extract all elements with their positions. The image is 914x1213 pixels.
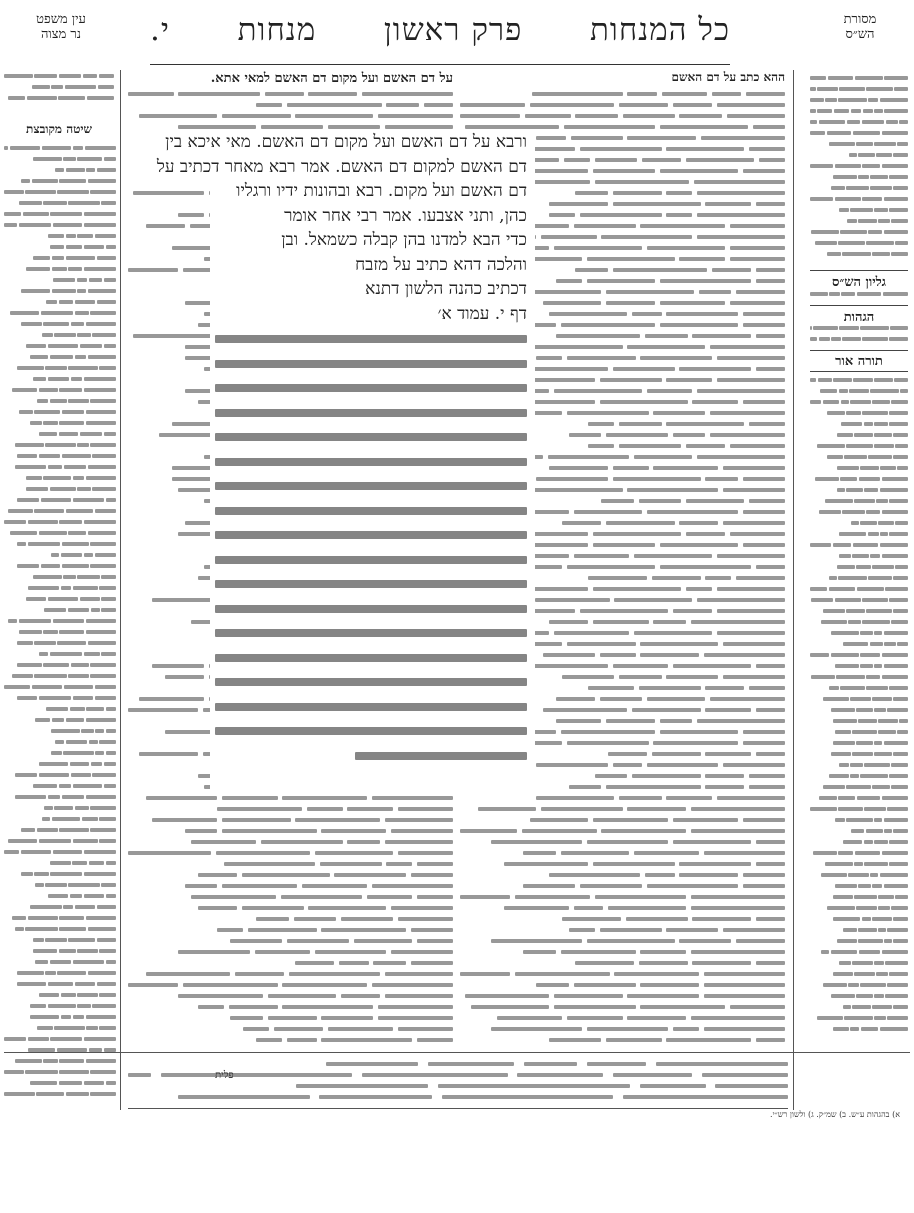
text-line [128, 1058, 788, 1069]
text-line [810, 116, 908, 127]
text-line [460, 1012, 785, 1023]
text-line [460, 979, 785, 990]
footer-rule [4, 1052, 910, 1053]
text-line [4, 230, 116, 241]
text-line [460, 1023, 785, 1034]
text-line [810, 83, 908, 94]
text-line [4, 1066, 116, 1077]
text-line [810, 990, 908, 1001]
text-line [4, 527, 116, 538]
text-line [810, 572, 908, 583]
text-line [128, 946, 453, 957]
hagahot-text [810, 322, 908, 346]
text-line [4, 978, 116, 989]
text-line [810, 94, 908, 105]
text-line [810, 594, 908, 605]
text-line [128, 88, 453, 99]
gemara-line [215, 620, 527, 645]
text-line [4, 802, 116, 813]
text-line [4, 1088, 116, 1099]
gemara-line [215, 449, 527, 474]
page-header [150, 8, 730, 66]
gemara-line [215, 547, 527, 572]
text-line [810, 407, 908, 418]
text-line [4, 967, 116, 978]
text-line [4, 835, 116, 846]
text-line [810, 418, 908, 429]
text-line [4, 549, 116, 560]
text-line [128, 891, 453, 902]
masoret-label: מסורת הש״ס [843, 12, 877, 42]
gemara-line [215, 718, 527, 743]
text-line [4, 70, 114, 81]
text-line [810, 333, 908, 344]
text-line [810, 825, 908, 836]
header-rule [150, 64, 730, 65]
text-line [810, 462, 908, 473]
gemara-line: ורבא על דם האשם ועל מקום דם האשם. מאי איכא בין [165, 132, 527, 152]
text-line [810, 396, 908, 407]
text-line [810, 847, 908, 858]
text-line [4, 395, 116, 406]
gemara-line [215, 645, 527, 670]
text-line [810, 322, 908, 333]
text-line [810, 902, 908, 913]
text-line [460, 902, 785, 913]
text-line [4, 241, 116, 252]
text-line [4, 1022, 116, 1033]
gilyon-hashas-heading: גליון הש״ס [810, 270, 908, 290]
gemara-line [215, 498, 527, 523]
text-line [460, 990, 785, 1001]
text-line [128, 99, 453, 110]
text-line [810, 506, 908, 517]
text-line [810, 649, 908, 660]
gemara-line [215, 694, 527, 719]
text-line [4, 186, 116, 197]
text-line [4, 824, 116, 835]
text-line [128, 1034, 453, 1045]
text-line [810, 561, 908, 572]
text-line [810, 385, 908, 396]
text-line [4, 81, 114, 92]
gemara-line [215, 375, 527, 400]
footnote-rule [128, 1108, 788, 1109]
text-line [4, 681, 116, 692]
text-line [460, 891, 785, 902]
text-line [128, 935, 453, 946]
text-line [128, 1091, 788, 1102]
text-line [4, 384, 116, 395]
text-line [810, 484, 908, 495]
gilyon-text [810, 288, 908, 302]
text-line [4, 626, 116, 637]
text-line [460, 847, 785, 858]
text-line [460, 825, 785, 836]
text-line [4, 92, 114, 103]
text-line [810, 182, 908, 193]
text-line [4, 428, 116, 439]
text-line [810, 979, 908, 990]
text-line [460, 836, 785, 847]
text-line [128, 825, 453, 836]
text-line [810, 946, 908, 957]
text-line [4, 791, 116, 802]
text-line [4, 571, 116, 582]
page-number: י. [150, 12, 171, 48]
text-line [460, 946, 785, 957]
text-line [4, 219, 116, 230]
text-line [4, 505, 116, 516]
gemara-line [215, 571, 527, 596]
text-line [4, 197, 116, 208]
text-line [460, 803, 785, 814]
text-line [128, 924, 453, 935]
text-line [810, 737, 908, 748]
text-line [810, 869, 908, 880]
text-line [810, 803, 908, 814]
text-line [460, 968, 785, 979]
text-line [460, 957, 785, 968]
masoret-hashas-block [810, 72, 908, 262]
text-line [4, 615, 116, 626]
text-line [810, 682, 908, 693]
text-line [810, 583, 908, 594]
text-line [4, 318, 116, 329]
text-line [4, 516, 116, 527]
gemara-line: דף י. עמוד א׳ [437, 303, 527, 324]
text-line [810, 935, 908, 946]
text-line [810, 517, 908, 528]
text-line [810, 495, 908, 506]
text-line [810, 792, 908, 803]
text-line [4, 945, 116, 956]
text-line [4, 923, 116, 934]
text-line [810, 759, 908, 770]
gemara-line: כהן, ותני אצבעו. אמר רבי אחר אומר [284, 205, 527, 226]
text-line [4, 274, 116, 285]
text-line [4, 604, 116, 615]
text-line [810, 550, 908, 561]
text-line [4, 1077, 116, 1088]
text-line [128, 1012, 453, 1023]
shita-heading: שיטה מקובצת [26, 122, 92, 136]
text-line [4, 593, 116, 604]
text-line [810, 171, 908, 182]
gemara-line: והלכה דהא כתיב על מזבח [355, 254, 527, 275]
text-line [810, 726, 908, 737]
rashi-lead: ההא כתב על דם האשם [671, 70, 785, 84]
text-line [128, 979, 453, 990]
text-line [4, 285, 116, 296]
page-marker: פלית [215, 1070, 234, 1081]
torah-or-heading: תורה אור [810, 350, 908, 372]
text-line [4, 351, 116, 362]
text-line [810, 528, 908, 539]
text-line [810, 913, 908, 924]
gemara-line: דכתיב כהנה הלשון דתנא [365, 279, 527, 299]
text-line [460, 1001, 785, 1012]
text-line [810, 149, 908, 160]
text-line [4, 461, 116, 472]
text-line [810, 957, 908, 968]
text-line [128, 1001, 453, 1012]
text-line [810, 473, 908, 484]
text-line [4, 472, 116, 483]
tractate-chapter-title: כל המנחות [590, 12, 730, 48]
text-line [810, 858, 908, 869]
text-line [128, 792, 453, 803]
text-line [4, 1055, 116, 1066]
text-line [810, 105, 908, 116]
text-line [460, 88, 785, 99]
text-line [128, 814, 453, 825]
text-line [4, 1033, 116, 1044]
hagahot-heading: הגהות [810, 305, 908, 325]
text-line [4, 956, 116, 967]
text-line [4, 296, 116, 307]
text-line [4, 1044, 116, 1055]
text-line [810, 374, 908, 385]
text-line [4, 989, 116, 1000]
text-line [4, 164, 116, 175]
text-line [810, 836, 908, 847]
text-line [460, 1034, 785, 1045]
text-line [128, 990, 453, 1001]
text-line [4, 142, 116, 153]
gemara-line [215, 424, 527, 449]
text-line [810, 440, 908, 451]
text-line [4, 912, 116, 923]
text-line [128, 858, 453, 869]
text-line [810, 127, 908, 138]
tractate-name: מנחות [237, 12, 317, 48]
text-line [4, 373, 116, 384]
ein-mishpat-label: עין משפט נר מצוה [36, 12, 86, 42]
text-line [4, 725, 116, 736]
text-line [810, 924, 908, 935]
text-line [4, 890, 116, 901]
text-line [460, 924, 785, 935]
text-line [128, 957, 453, 968]
gemara-line: דם האשם ועל מקום. רבא ובהונות ידיו ורגליו [236, 181, 527, 201]
text-line [4, 494, 116, 505]
text-line [810, 193, 908, 204]
gemara-line [215, 400, 527, 425]
gemara-line: דם האשם למקום דם האשם. אמר רבא מאחר דכתיב על [156, 156, 527, 177]
text-line [810, 226, 908, 237]
text-line [810, 814, 908, 825]
column-divider [120, 70, 121, 1110]
text-line [4, 538, 116, 549]
text-line [128, 110, 453, 121]
text-line [4, 252, 116, 263]
text-line [810, 72, 908, 83]
text-line [128, 913, 453, 924]
text-line [810, 237, 908, 248]
text-line [460, 814, 785, 825]
text-line [128, 968, 453, 979]
text-line [4, 1000, 116, 1011]
gemara-line: כדי הבא למדנו בהן קבלה כשמאל. ובן [281, 230, 527, 250]
text-line [128, 869, 453, 880]
text-line [128, 902, 453, 913]
text-line [4, 648, 116, 659]
text-line [810, 616, 908, 627]
shita-mekubetzet-text [4, 142, 116, 1102]
text-line [810, 539, 908, 550]
text-line [4, 868, 116, 879]
text-line [4, 450, 116, 461]
text-line [4, 703, 116, 714]
text-line [810, 968, 908, 979]
text-line [4, 692, 116, 703]
gemara-text [156, 130, 527, 780]
text-line [810, 891, 908, 902]
column-divider [793, 70, 794, 1110]
tosafot-lead: על דם האשם ועל מקום דם האשם למאי אתא. [210, 71, 453, 86]
text-line [4, 439, 116, 450]
text-line [4, 747, 116, 758]
text-line [4, 846, 116, 857]
text-line [810, 160, 908, 171]
text-line [460, 110, 785, 121]
text-line [810, 204, 908, 215]
text-line [4, 736, 116, 747]
text-line [810, 715, 908, 726]
text-line [810, 880, 908, 891]
gemara-line [215, 669, 527, 694]
text-line [4, 263, 116, 274]
text-line [4, 813, 116, 824]
gemara-line [215, 743, 527, 768]
text-line [128, 803, 453, 814]
text-line [128, 847, 453, 858]
text-line [4, 582, 116, 593]
text-line [460, 99, 785, 110]
text-line [460, 858, 785, 869]
text-line [810, 781, 908, 792]
text-line [810, 748, 908, 759]
bottom-notes [128, 1058, 788, 1106]
text-line [460, 880, 785, 891]
text-line [810, 638, 908, 649]
text-line [810, 215, 908, 226]
text-line [4, 670, 116, 681]
gemara-line [215, 326, 527, 351]
text-line [4, 483, 116, 494]
text-line [810, 605, 908, 616]
gemara-line [215, 596, 527, 621]
text-line [4, 307, 116, 318]
text-line [4, 879, 116, 890]
text-line [810, 671, 908, 682]
text-line [4, 780, 116, 791]
text-line [128, 880, 453, 891]
text-line [4, 714, 116, 725]
text-line [4, 175, 116, 186]
ein-mishpat-block [4, 70, 114, 110]
text-line [4, 857, 116, 868]
footnote-text: א) בהגהות ע״ש. ב) שמ״ק. ג) ולשון רש״י. [770, 1110, 900, 1119]
text-line [4, 934, 116, 945]
text-line [810, 429, 908, 440]
text-line [4, 637, 116, 648]
text-line [460, 913, 785, 924]
text-line [4, 1011, 116, 1022]
chapter-name: פרק ראשון [383, 12, 523, 48]
text-line [4, 659, 116, 670]
text-line [4, 329, 116, 340]
text-line [4, 417, 116, 428]
text-line [810, 288, 908, 299]
text-line [810, 1012, 908, 1023]
text-line [4, 340, 116, 351]
text-line [460, 792, 785, 803]
text-line [810, 660, 908, 671]
text-line [128, 1023, 453, 1034]
text-line [4, 769, 116, 780]
text-line [810, 248, 908, 259]
text-line [810, 704, 908, 715]
text-line [4, 153, 116, 164]
text-line [4, 758, 116, 769]
text-line [810, 1023, 908, 1034]
text-line [810, 693, 908, 704]
gemara-line [215, 351, 527, 376]
text-line [460, 869, 785, 880]
torah-or-text [810, 374, 908, 1034]
gemara-line [215, 473, 527, 498]
text-line [810, 1001, 908, 1012]
text-line [4, 406, 116, 417]
text-line [810, 138, 908, 149]
text-line [128, 836, 453, 847]
text-line [128, 1080, 788, 1091]
text-line [810, 451, 908, 462]
text-line [4, 901, 116, 912]
text-line [810, 627, 908, 638]
text-line [460, 935, 785, 946]
gemara-line [215, 522, 527, 547]
text-line [4, 560, 116, 571]
text-line [4, 208, 116, 219]
text-line [810, 770, 908, 781]
text-line [4, 362, 116, 373]
